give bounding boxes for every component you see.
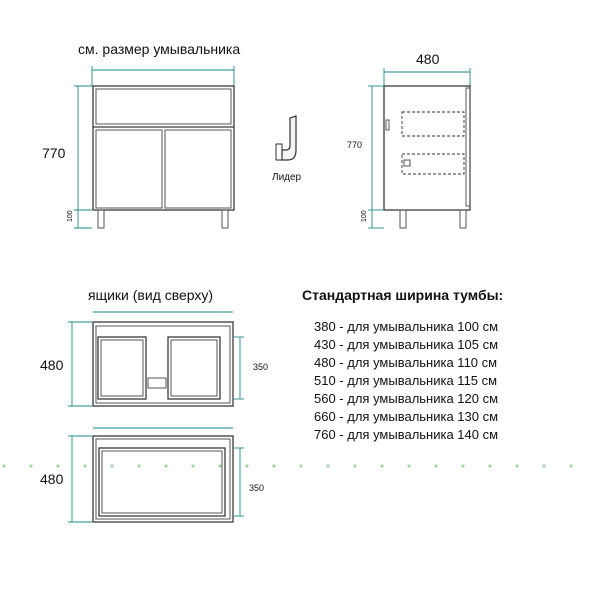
side-view	[347, 51, 470, 228]
watermark-mark	[218, 464, 221, 467]
front-top-drawer	[96, 89, 231, 124]
side-back-leg	[400, 210, 406, 228]
watermark-mark	[569, 464, 572, 467]
front-cabinet-body	[93, 86, 234, 210]
drawer-top-view-2	[40, 428, 264, 522]
watermark-mark	[434, 464, 437, 467]
watermark-mark	[407, 464, 410, 467]
handle-base-icon	[276, 144, 282, 160]
standard-width-item: 560 - для умывальника 120 см	[314, 391, 499, 406]
handle-label: Лидер	[272, 172, 302, 183]
watermark-mark	[2, 464, 5, 467]
front-right-door	[165, 130, 231, 208]
watermark-mark	[461, 464, 464, 467]
front-height-label: 770	[42, 145, 66, 161]
drawer1-right-box-inner	[171, 340, 217, 396]
watermark-mark	[515, 464, 518, 467]
watermark-mark	[83, 464, 86, 467]
drawer1-left-box-inner	[101, 340, 143, 396]
watermark-mark	[110, 464, 113, 467]
drawer-top-view-1	[40, 312, 268, 406]
drawer2-box	[99, 448, 225, 516]
drawer1-depth-label: 480	[40, 357, 64, 373]
front-left-leg	[98, 210, 104, 228]
drawer1-outer	[93, 322, 233, 406]
watermark-mark	[326, 464, 329, 467]
front-leg-label: 100	[67, 210, 74, 222]
drawer1-middle-slot	[148, 378, 166, 388]
watermark-mark	[380, 464, 383, 467]
drawers-title: ящики (вид сверху)	[88, 287, 214, 303]
watermark-mark	[353, 464, 356, 467]
standard-width-title: Стандартная ширина тумбы:	[302, 287, 504, 303]
watermark-strip	[2, 464, 572, 467]
side-upper-drawer	[402, 112, 464, 136]
standard-width-item: 480 - для умывальника 110 см	[314, 355, 498, 370]
drawer2-depth-label: 480	[40, 471, 64, 487]
watermark-mark	[542, 464, 545, 467]
drawer1-left-box	[98, 337, 146, 399]
standard-width-item: 380 - для умывальника 100 см	[314, 319, 499, 334]
standard-width-item: 510 - для умывальника 115 см	[314, 373, 498, 388]
watermark-mark	[488, 464, 491, 467]
watermark-mark	[164, 464, 167, 467]
drawer1-inner-label: 350	[253, 362, 269, 372]
watermark-mark	[245, 464, 248, 467]
handle-profile-icon	[282, 116, 296, 160]
watermark-mark	[299, 464, 302, 467]
drawer1-right-box	[168, 337, 220, 399]
watermark-mark	[56, 464, 59, 467]
drawer2-outer	[93, 436, 233, 522]
watermark-mark	[29, 464, 32, 467]
drawers-section	[40, 287, 268, 522]
standard-width-item: 430 - для умывальника 105 см	[314, 337, 499, 352]
side-front-leg	[460, 210, 466, 228]
drawer2-box-inner	[102, 451, 222, 513]
front-view	[42, 41, 240, 228]
standard-width-section	[302, 287, 503, 442]
standard-width-item: 760 - для умывальника 140 см	[314, 427, 499, 442]
watermark-mark	[137, 464, 140, 467]
front-right-leg	[222, 210, 228, 228]
side-leg-label: 100	[361, 210, 368, 222]
side-width-label: 480	[416, 51, 440, 67]
front-left-door	[96, 130, 162, 208]
side-lower-drawer	[402, 154, 464, 174]
standard-width-item: 660 - для умывальника 130 см	[314, 409, 499, 424]
handle-detail	[272, 116, 302, 183]
drawer2-inner-label: 350	[249, 483, 265, 493]
side-drawer-stop	[404, 160, 410, 166]
side-hinge-top	[386, 120, 389, 130]
side-height-label: 770	[347, 140, 363, 150]
side-cabinet-body	[384, 86, 470, 210]
watermark-mark	[272, 464, 275, 467]
watermark-mark	[191, 464, 194, 467]
front-view-title: см. размер умывальника	[78, 41, 241, 57]
